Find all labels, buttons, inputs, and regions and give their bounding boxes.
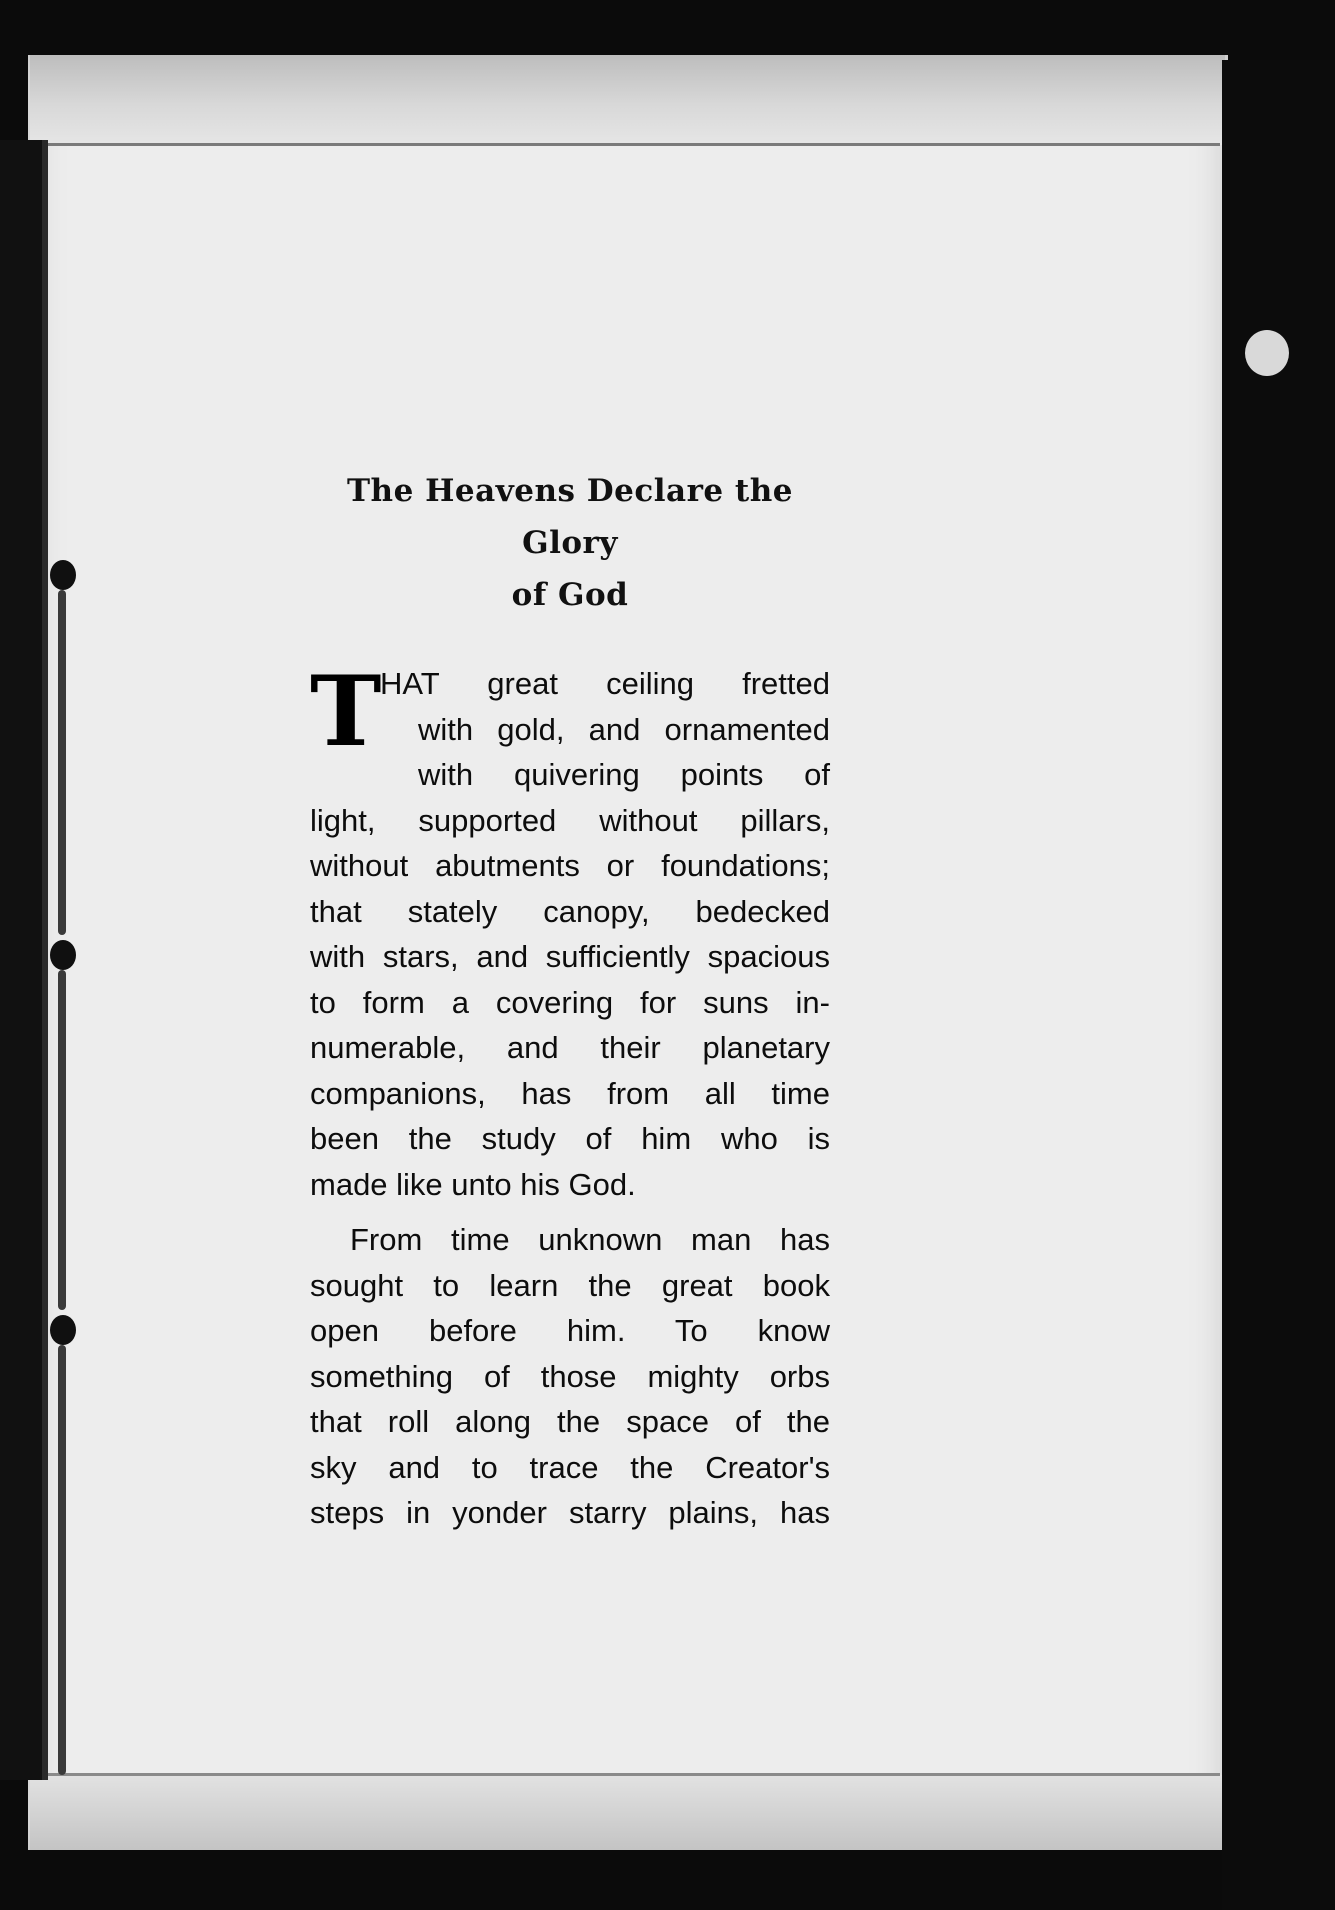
paragraph-line: sky and to trace the Creator's	[310, 1449, 830, 1485]
paragraph-line: light, supported without pillars,	[310, 802, 830, 838]
paragraph-line: made like unto his God.	[310, 1166, 636, 1202]
paragraph-line: something of those mighty orbs	[310, 1358, 830, 1394]
page-title	[310, 465, 830, 621]
second-paragraph	[310, 1217, 830, 1536]
page-title-line: The Heavens Declare the Glory	[346, 473, 793, 561]
paragraph-line: been the study of him who is	[310, 1121, 830, 1156]
paragraph-line: steps in yonder starry plains, has	[310, 1495, 830, 1530]
binding-thread	[58, 1345, 66, 1775]
paragraph-line: with gold, and ornamented	[418, 711, 830, 747]
paragraph-line: that stately canopy, bedecked	[310, 893, 830, 929]
paragraph-line: to form a covering for suns in-	[310, 984, 830, 1020]
paragraph-line: companions, has from all time	[310, 1075, 830, 1111]
page-bottom-fold	[30, 1775, 1225, 1850]
binding-rule	[42, 140, 48, 1780]
page-top-fold	[30, 55, 1225, 145]
paragraph-line: sought to learn the great book	[310, 1267, 830, 1303]
drop-cap: T	[310, 655, 382, 768]
stitch-hole	[50, 940, 76, 970]
paragraph-line: From time unknown man has	[350, 1222, 830, 1257]
stitch-hole	[50, 560, 76, 590]
scan-blot	[1245, 330, 1289, 376]
page-title-line: of God	[511, 577, 629, 613]
page-top-edge	[40, 143, 1220, 146]
paragraph-line: that roll along the space of the	[310, 1404, 830, 1439]
stitch-hole	[50, 1315, 76, 1345]
paragraph-line: with stars, and sufficiently spacious	[310, 939, 830, 974]
paragraph-line: numerable, and their planetary	[310, 1030, 830, 1065]
paragraph-line: HAT great ceiling fretted	[380, 666, 830, 701]
page-content	[310, 465, 830, 1536]
opening-paragraph	[310, 655, 830, 1207]
page-bottom-edge	[40, 1773, 1220, 1776]
paragraph-line: without abutments or foundations;	[310, 848, 830, 883]
binding-strip	[0, 140, 42, 1780]
binding-thread	[58, 590, 66, 935]
binding-thread	[58, 970, 66, 1310]
paragraph-line: open before him. To know	[310, 1313, 830, 1348]
paragraph-line: with quivering points of	[418, 757, 830, 792]
